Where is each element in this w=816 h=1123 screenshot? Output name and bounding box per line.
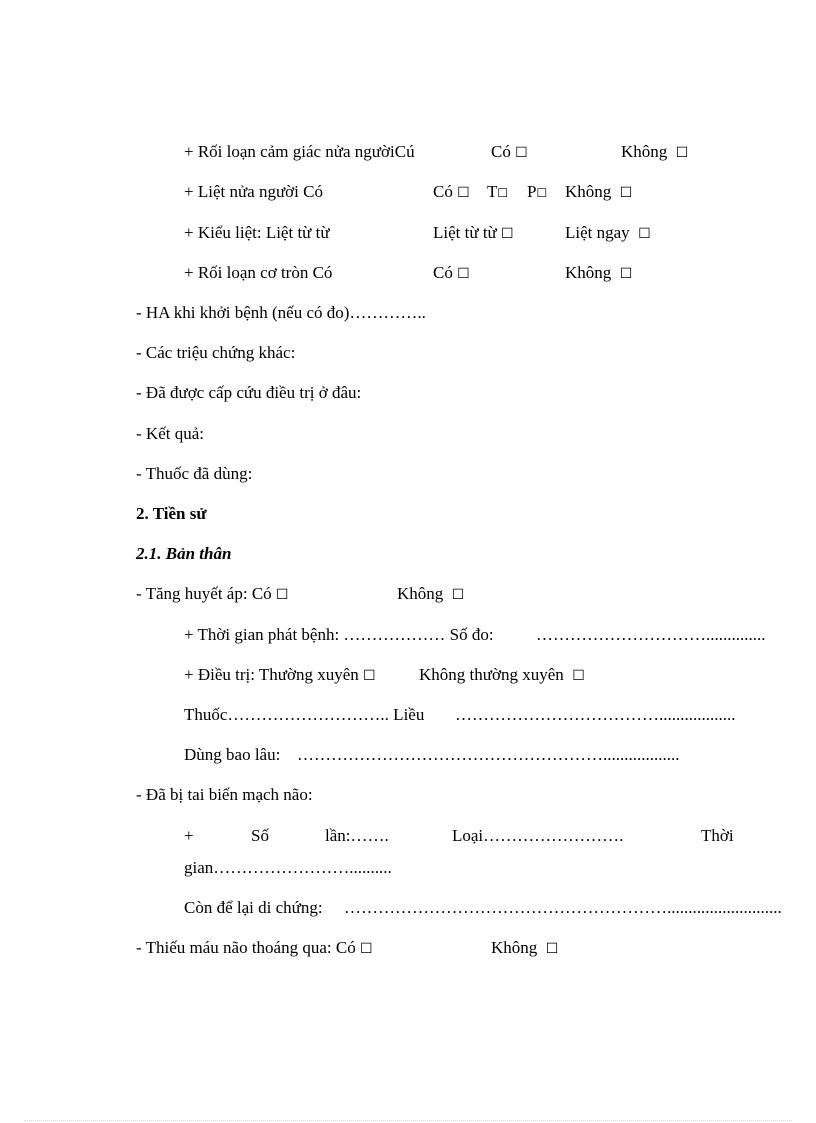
option-liet-tu-tu[interactable]: Liệt từ từ ☐: [433, 223, 514, 242]
checkbox[interactable]: ☐: [619, 266, 633, 282]
option-khong[interactable]: Không ☐: [397, 584, 465, 603]
gian-value: gian……………………..........: [184, 858, 392, 877]
checkbox[interactable]: ☐: [363, 668, 376, 684]
option-co[interactable]: Có ☐: [433, 182, 470, 201]
question-text: + Rối loạn cảm giác nửa ngườiCú: [184, 142, 415, 161]
checkbox[interactable]: ☐: [359, 941, 373, 957]
thuoc-da-dung: - Thuốc đã dùng:: [136, 464, 253, 483]
option-co[interactable]: Có ☐: [433, 263, 470, 282]
question-text: + Kiểu liệt: Liệt từ từ: [184, 223, 330, 242]
ha-khi-khoi-benh: - HA khi khởi bệnh (nếu có đo)…………..: [136, 303, 426, 322]
checkbox[interactable]: ☐: [451, 587, 465, 603]
option-p[interactable]: P☐: [527, 182, 548, 201]
checkbox[interactable]: ☐: [536, 186, 548, 200]
so-lan-plus: +: [184, 826, 194, 845]
checkbox[interactable]: ☐: [275, 587, 289, 603]
option-co[interactable]: Có ☐: [491, 142, 528, 161]
option-khong[interactable]: Không ☐: [565, 263, 633, 282]
line-kieu-liet: [184, 223, 330, 243]
option-khong[interactable]: Không ☐: [565, 182, 633, 201]
so-lan-label: Số: [251, 826, 269, 845]
option-khong-thuong-xuyen[interactable]: Không thường xuyên ☐: [419, 665, 585, 684]
option-khong[interactable]: Không ☐: [621, 142, 689, 161]
checkbox[interactable]: ☐: [545, 941, 559, 957]
checkbox[interactable]: ☐: [501, 226, 514, 242]
ket-qua: - Kết quả:: [136, 424, 204, 443]
subsection-heading-ban-than: 2.1. Bản thân: [136, 544, 232, 563]
dung-bao-lau: Dùng bao lâu:: [184, 745, 281, 764]
thieu-mau-nao: - Thiếu máu não thoáng qua: Có ☐: [136, 938, 373, 957]
checkbox[interactable]: ☐: [638, 226, 651, 242]
thoi-gian-phat-benh: + Thời gian phát bệnh: ……………… Số đo:: [184, 625, 494, 644]
so-lan-value: lần:…….: [325, 826, 389, 845]
checkbox[interactable]: ☐: [457, 266, 470, 282]
so-do-dots: …………………………..............: [536, 625, 766, 644]
section-heading-tien-su: 2. Tiền sử: [136, 504, 207, 523]
cap-cuu-dieu-tri: - Đã được cấp cứu điều trị ở đâu:: [136, 383, 362, 402]
thoi-label: Thời: [701, 826, 734, 845]
question-text: + Liệt nửa người Có: [184, 182, 323, 201]
checkbox[interactable]: ☐: [515, 145, 528, 161]
option-khong[interactable]: Không ☐: [491, 938, 559, 957]
dieu-tri: + Điều trị: Thường xuyên ☐: [184, 665, 376, 684]
tai-bien-mach-nao: - Đã bị tai biến mạch não:: [136, 785, 313, 804]
loai-value: Loại…………………….: [452, 826, 624, 845]
checkbox[interactable]: ☐: [675, 145, 689, 161]
question-text: + Rối loạn cơ tròn Có: [184, 263, 333, 282]
thuoc-lieu: Thuốc……………………….. Liều: [184, 705, 425, 724]
line-roi-loan-co-tron: [184, 263, 332, 283]
checkbox[interactable]: ☐: [457, 185, 470, 201]
tang-huyet-ap: - Tăng huyết áp: Có ☐: [136, 584, 289, 603]
lieu-dots: ………………………………..................: [455, 705, 736, 724]
con-de-lai-di-chung: Còn để lại di chứng:: [184, 898, 323, 917]
page-bottom-divider: [24, 1120, 792, 1121]
option-t[interactable]: T☐: [487, 182, 509, 201]
option-liet-ngay[interactable]: Liệt ngay ☐: [565, 223, 651, 242]
checkbox[interactable]: ☐: [572, 668, 585, 684]
line-roi-loan-cam-giac: [184, 142, 415, 162]
di-chung-dots: …………………………………………………...........................: [344, 898, 782, 917]
checkbox[interactable]: ☐: [619, 185, 633, 201]
checkbox[interactable]: ☐: [497, 186, 509, 200]
trieu-chung-khac: - Các triệu chứng khác:: [136, 343, 296, 362]
line-liet-nua-nguoi: [184, 182, 323, 202]
dung-bao-lau-dots: ………………………………………………..................: [297, 745, 680, 764]
